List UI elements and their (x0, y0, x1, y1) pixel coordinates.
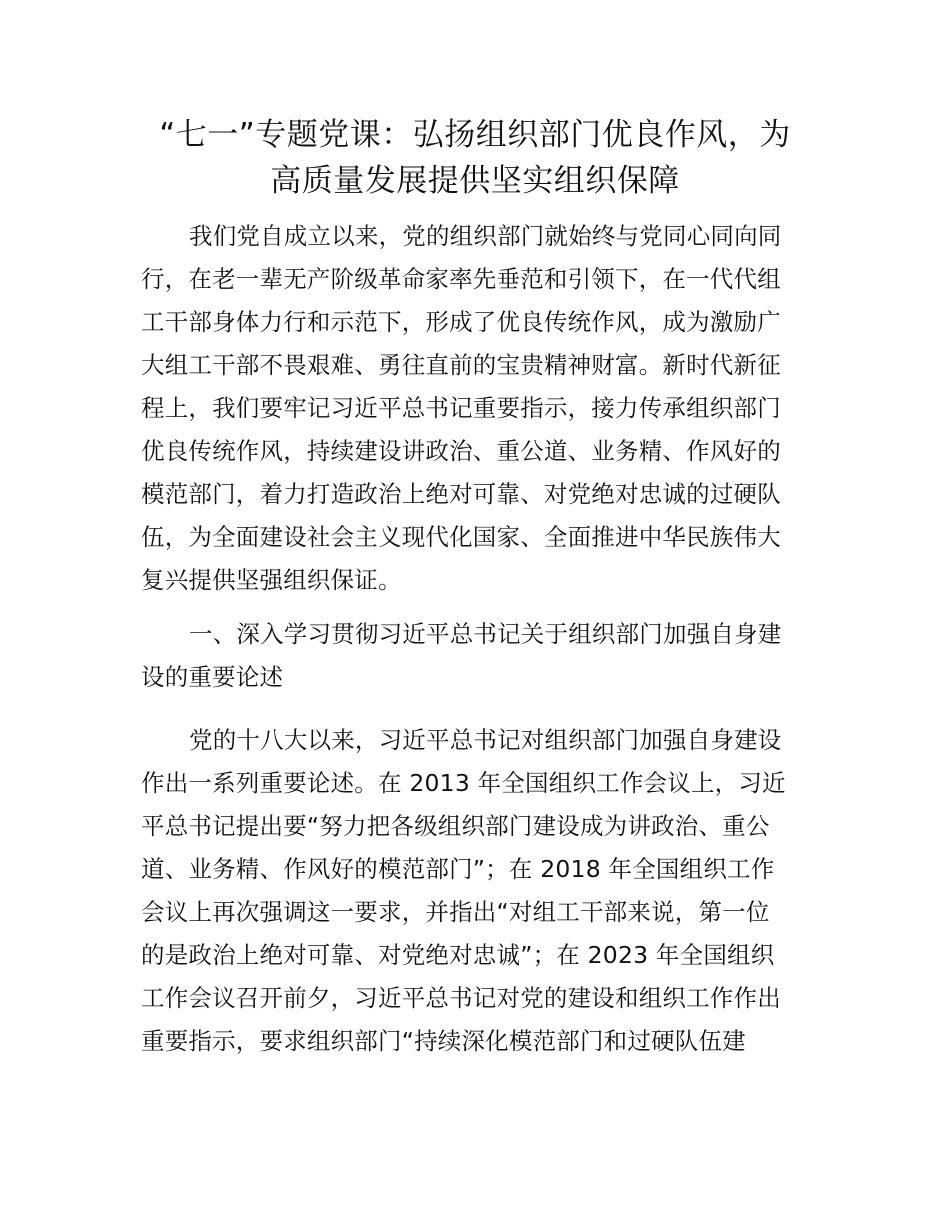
text-line: 模范部门，着力打造政治上绝对可靠、对党绝对忠诚的过硬队 (141, 480, 781, 508)
text-line: 一、深入学习贯彻习近平总书记关于组织部门加强自身建 (189, 620, 782, 648)
document-title (120, 112, 830, 204)
title-line-1: “七一”专题党课：弘扬组织部门优良作风，为 (159, 117, 791, 153)
document-body (141, 215, 811, 1063)
text-line: 党的十八大以来，习近平总书记对组织部门加强自身建设 (189, 726, 782, 754)
paragraph-intro (141, 215, 811, 602)
text-line: 作出一系列重要论述。在 2013 年全国组织工作会议上，习近 (141, 769, 786, 797)
paragraph-spacer (141, 602, 811, 613)
text-line: 工作会议召开前夕，习近平总书记对党的建设和组织工作作出 (141, 984, 781, 1012)
text-line: 平总书记提出要“努力把各级组织部门建设成为讲政治、重公 (141, 812, 770, 840)
text-line: 设的重要论述 (141, 663, 284, 691)
paragraph-section-1 (141, 719, 811, 1063)
text-line: 伍，为全面建设社会主义现代化国家、全面推进中华民族伟大 (141, 523, 781, 551)
section-heading-1 (141, 613, 811, 699)
text-line: 重要指示，要求组织部门“持续深化模范部门和过硬队伍建 (141, 1027, 746, 1055)
text-line: 优良传统作风，持续建设讲政治、重公道、业务精、作风好的 (141, 437, 781, 465)
paragraph-spacer (141, 699, 811, 719)
title-line-2: 高质量发展提供坚实组织保障 (270, 163, 680, 199)
text-line: 复兴提供坚强组织保证。 (141, 566, 402, 594)
text-line: 大组工干部不畏艰难、勇往直前的宝贵精神财富。新时代新征 (141, 351, 781, 379)
text-line: 行，在老一辈无产阶级革命家率先垂范和引领下，在一代代组 (141, 265, 781, 293)
text-line: 程上，我们要牢记习近平总书记重要指示，接力传承组织部门 (141, 394, 781, 422)
text-line: 会议上再次强调这一要求，并指出“对组工干部来说，第一位 (141, 898, 770, 926)
text-line: 道、业务精、作风好的模范部门”；在 2018 年全国组织工作 (141, 855, 775, 883)
text-line: 工干部身体力行和示范下，形成了优良传统作风，成为激励广 (141, 308, 781, 336)
text-line: 我们党自成立以来，党的组织部门就始终与党同心同向同 (189, 222, 782, 250)
text-line: 的是政治上绝对可靠、对党绝对忠诚”；在 2023 年全国组织 (141, 941, 775, 969)
